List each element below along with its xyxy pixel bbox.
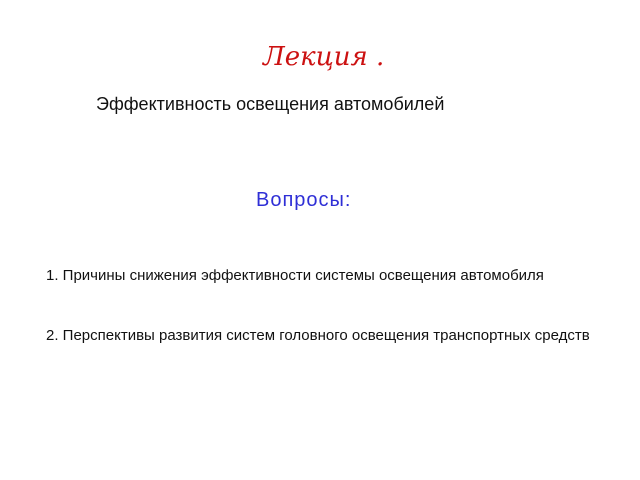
questions-heading: Вопросы: <box>256 189 352 211</box>
lecture-subtitle: Эффективность освещения автомобилей <box>96 94 445 114</box>
lecture-title: Лекция . <box>263 42 385 72</box>
question-item-2: 2. Перспективы развития систем головного освещения транспортных средств <box>46 327 590 344</box>
question-item-1: 1. Причины снижения эффективности системы освещения автомобиля <box>46 267 544 284</box>
